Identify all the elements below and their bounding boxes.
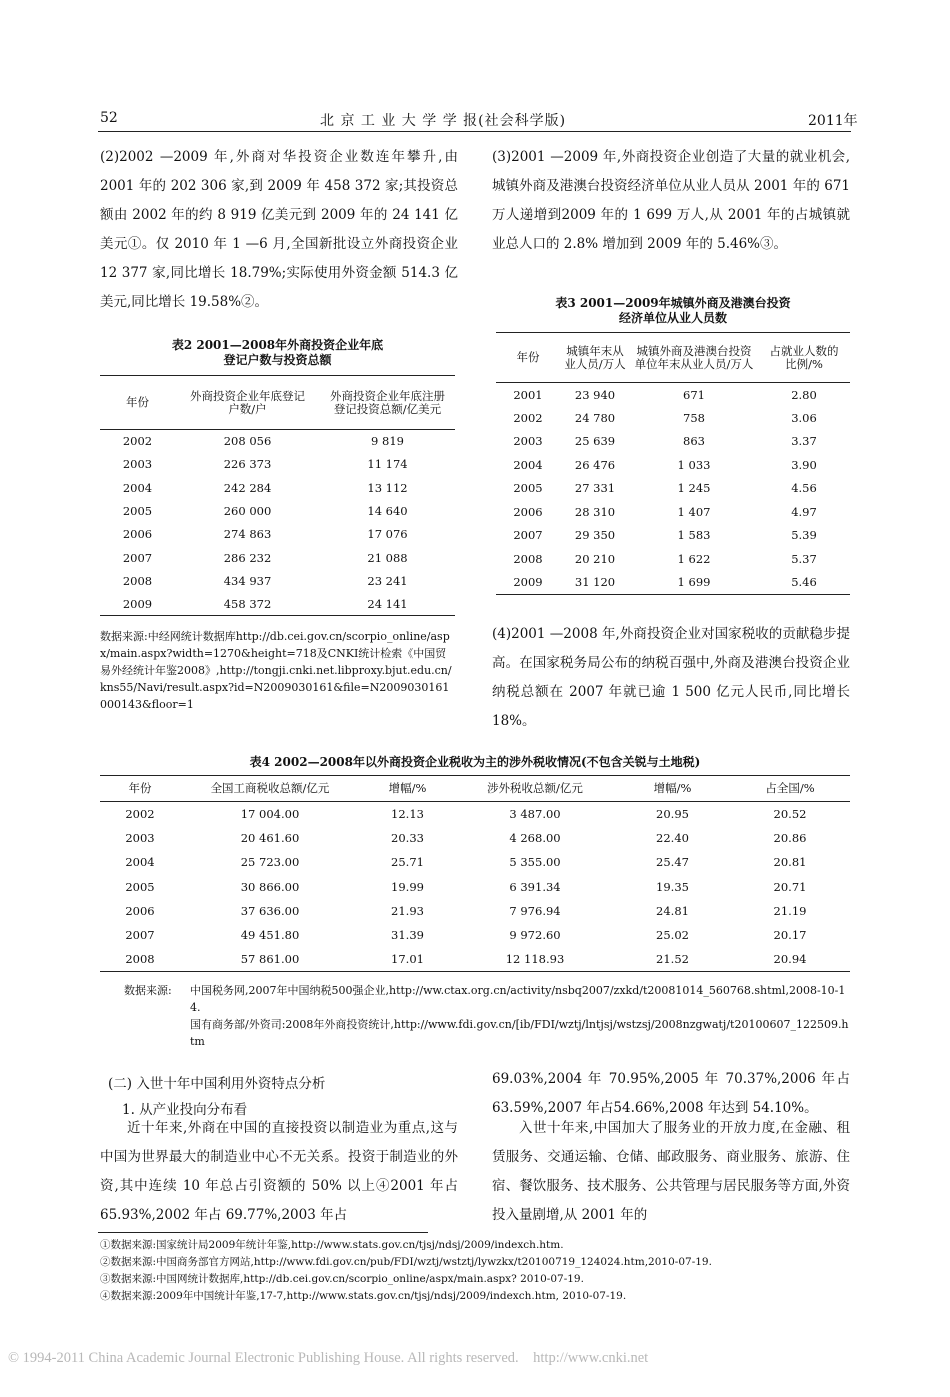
table4-body [100,802,850,972]
table3-header-ratio: 占就业人数的比例/% [758,333,850,383]
table-row [100,923,850,947]
table-row [100,453,455,476]
table-cell: 758 [683,410,705,425]
table2 [100,375,455,616]
table-cell: 9 819 [371,434,404,449]
table-cell: 11 174 [367,457,408,472]
footnote-2: ②数据来源:中国商务部官方网站,http://www.fdi.gov.cn/pub/FDI/wztj/wstztj/lywzkx/t20100719_124024.htm,2010-07-19. [100,1256,712,1268]
table-cell: 22.40 [656,830,689,845]
footnote-1: ①数据来源:国家统计局2009年统计年鉴,http://www.stats.gov.cn/tjsj/ndsj/2009/indexch.htm. [100,1239,564,1251]
table-cell: 434 937 [223,573,272,588]
table-cell: 4.97 [791,504,817,519]
table-cell: 21.19 [773,903,807,918]
table-cell: 24.81 [656,903,689,918]
table2-caption-1: 表2 2001—2008年外商投资企业年底 [171,338,384,352]
table-cell: 20.52 [773,806,807,821]
table-row [496,500,850,524]
table-cell: 12.13 [391,806,424,821]
table-cell: 13 112 [367,480,408,495]
paragraph-investment-growth: (2)2002 —2009 年,外商对华投资企业数连年攀升,由 2001 年的 202 306 家,到 2009 年 458 372 家;其投资总额由 2002 年的约 8 919 亿美元到 2009 年的 24 141 亿美元①。仅 2010 年 1 —6 月,全国新批设立外商投资企业 12 377 家,同比增长 18.79%;实际使用外资金额 514.3 亿美元,同比增长 19.58%②。 [100,149,458,310]
table-row [100,899,850,923]
footnote-3: ③数据来源:中国网统计数据库,http://db.cei.gov.cn/scorpio_online/aspx/main.aspx? 2010-07-19. [100,1273,584,1285]
table4-caption: 表4 2002—2008年以外商投资企业税收为主的涉外税收情况(不包含关锐与土地税) [249,755,701,769]
table-cell: 1 245 [677,481,711,496]
table-row [100,546,455,569]
table-cell: 17 076 [367,527,408,542]
table-cell: 208 056 [223,434,272,449]
table-cell: 23 940 [574,387,616,402]
table-cell: 25.02 [656,928,689,943]
table4-source-2: 国有商务部/外资司:2008年外商投资统计,http://www.fdi.gov.cn/[ib/FDI/wztj/lntjsj/wstzsj/2008nzgwatj/t20100607_122509.htm [190,1018,849,1049]
table-cell: 226 373 [223,457,272,472]
footnote-4: ④数据来源:2009年中国统计年鉴,17-7,http://www.stats.gov.cn/tjsj/ndsj/2009/indexch.htm, 2010-07-19. [100,1290,627,1302]
paragraph-services: 入世十年来,中国加大了服务业的开放力度,在金融、租赁服务、交通运输、仓储、邮政服务、商业服务、旅游、住宿、餐饮服务、技术服务、公共管理与居民服务等方面,外资投入量剧增,从 2001 年的 [492,1120,850,1223]
paragraph-manufacturing: 近十年来,外商在中国的直接投资以制造业为重点,这与中国为世界最大的制造业中心不无关系。投资于制造业的外资,其中连续 10 年总占引资额的 50% 以上④2001 年占 65.93%,2002 年占 69.77%,2003 年占 [100,1120,458,1223]
table3-caption-1: 表3 2001—2009年城镇外商及港澳台投资 [555,296,791,310]
table-cell: 25 723.00 [240,855,300,870]
table-cell: 2008 [122,573,153,588]
table-cell: 5.37 [791,551,817,566]
table-cell: 2006 [513,504,543,519]
table-cell: 57 861.00 [240,952,300,967]
table2-source: 数据来源:中经网统计数据库http://db.cei.gov.cn/scorpio_online/aspx/main.aspx?width=1270&height=718及CNKI统计检索《中国贸易外经统计年鉴2008》,http://tongji.cnki.net.libproxy.bjut.edu.cn/kns55/Navi/result.aspx?id=N2009030161&file=N2009030161000143&floor=1 [100,630,452,712]
table-row [496,524,850,548]
table-row [100,499,455,522]
table-cell: 23 241 [367,573,408,588]
table-cell: 2002 [513,410,543,425]
table4-header-national: 全国工商税收总额/亿元 [180,776,360,802]
table-cell: 17.01 [391,952,424,967]
table-cell: 286 232 [223,550,272,565]
table-cell: 27 331 [574,481,616,496]
table3-header-urban: 城镇年末从业人员/万人 [560,333,630,383]
table-cell: 19.99 [391,879,424,894]
table-cell: 2005 [125,879,155,894]
table-cell: 25.71 [391,855,424,870]
table4-source [100,982,850,1050]
table-cell: 2007 [122,550,153,565]
table-cell: 3 487.00 [509,806,561,821]
table-cell: 2008 [513,551,543,566]
table4-header-growth2: 增幅/% [615,776,730,802]
table3-block [496,296,850,595]
table-cell: 21.93 [391,903,424,918]
journal-title: 北 京 工 业 大 学 学 报(社会科学版) [320,113,567,129]
table-cell: 1 622 [677,551,711,566]
table-cell: 2004 [125,855,155,870]
table-cell: 2002 [122,434,153,449]
table4 [100,775,850,972]
table-cell: 671 [683,387,705,402]
table-cell: 37 636.00 [240,903,300,918]
table-cell: 2007 [513,528,543,543]
table-cell: 6 391.34 [509,879,561,894]
table-cell: 20 461.60 [240,830,300,845]
table-row [496,453,850,477]
table-cell: 274 863 [223,527,272,542]
table-cell: 7 976.94 [509,903,561,918]
table-cell: 242 284 [223,480,272,495]
table-cell: 14 640 [367,504,408,519]
table-cell: 5.46 [791,575,817,589]
table2-header-year: 年份 [100,376,175,430]
table-cell: 31 120 [574,575,616,589]
table-cell: 2009 [513,575,543,589]
table-cell: 20.17 [773,928,807,943]
table-cell: 4.56 [791,481,817,496]
table-row [100,593,455,616]
table-cell: 2005 [122,504,153,519]
subheading-industry: 1. 从产业投向分布看 [122,1102,248,1118]
table2-header-count: 外商投资企业年底登记户数/户 [175,376,320,430]
table-cell: 2003 [122,457,153,472]
table4-source-1: 中国税务网,2007年中国纳税500强企业,http://ww.ctax.org.cn/activity/nsbq2007/zxkd/t20081014_560768.shtml,2008-10-14. [190,984,846,1015]
issue-year: 2011年 [808,113,858,129]
table-cell: 25 639 [574,434,616,449]
footnote-rule [98,1232,428,1233]
table2-body [100,430,455,616]
copyright-footer: © 1994-2011 China Academic Journal Electronic Publishing House. All rights reserved. http://www.cnki.net [8,1350,649,1366]
table-row [100,826,850,850]
footnotes [100,1237,850,1305]
table-cell: 4 268.00 [509,830,561,845]
table-cell: 3.90 [791,457,817,472]
table-cell: 20.94 [773,952,807,967]
table-cell: 17 004.00 [240,806,300,821]
table-cell: 2005 [513,481,543,496]
table2-header-total: 外商投资企业年底注册登记投资总额/亿美元 [320,376,455,430]
table-cell: 260 000 [223,504,272,519]
table-cell: 2002 [125,806,155,821]
table-row [100,850,850,874]
table-cell: 9 972.60 [509,928,561,943]
table2-block [100,338,455,713]
table-cell: 3.37 [791,434,817,449]
table-row [496,406,850,430]
table-cell: 5 355.00 [509,855,561,870]
table3-header-foreign: 城镇外商及港澳台投资单位年末从业人员/万人 [630,333,758,383]
table-cell: 2003 [125,830,155,845]
table-cell: 2001 [513,387,543,402]
table4-header-foreign: 涉外税收总额/亿元 [455,776,615,802]
table4-header-growth1: 增幅/% [360,776,455,802]
table-cell: 2003 [513,434,543,449]
table3-caption-2: 经济单位从业人员数 [618,311,727,325]
table-row [496,383,850,407]
table-row [100,430,455,453]
table4-header-year: 年份 [100,776,180,802]
table-cell: 21.52 [656,952,689,967]
table-cell: 24 141 [367,596,408,611]
table-row [496,477,850,501]
table-cell: 2007 [125,928,155,943]
table-cell: 5.39 [791,528,817,543]
table-row [496,547,850,571]
table-cell: 2004 [513,457,543,472]
table-cell: 31.39 [391,928,424,943]
table-row [100,802,850,826]
table-cell: 1 699 [677,575,711,589]
table-cell: 28 310 [574,504,616,519]
paragraph-tax: (4)2001 —2008 年,外商投资企业对国家税收的贡献稳步提高。在国家税务局公布的纳税百强中,外商及港澳台投资企业纳税总额在 2007 年就已逾 1 500 亿元人民币,同比增长 18%。 [492,626,850,729]
table-cell: 19.35 [656,879,689,894]
section-heading: (二) 入世十年中国利用外资特点分析 [108,1076,326,1092]
table-cell: 21 088 [367,550,408,565]
table-cell: 2006 [125,903,155,918]
table3-body [496,383,850,595]
table-cell: 20 210 [574,551,616,566]
table-cell: 20.81 [773,855,807,870]
table-cell: 458 372 [223,596,272,611]
table-cell: 2009 [122,596,153,611]
table4-block [100,755,850,1050]
table-row [100,874,850,898]
table-cell: 20.71 [773,879,807,894]
table-row [100,476,455,499]
table-cell: 3.06 [791,410,817,425]
table-cell: 30 866.00 [240,879,300,894]
table4-source-label: 数据来源: [124,984,172,998]
table-cell: 2008 [125,952,155,967]
paragraph-manufacturing-cont: 69.03%,2004 年 70.95%,2005 年 70.37%,2006 年占 63.59%,2007 年占54.66%,2008 年达到 54.10%。 [492,1071,850,1116]
table3 [496,332,850,595]
table-cell: 20.86 [773,830,807,845]
table-cell: 20.33 [391,830,424,845]
table-row [100,947,850,971]
table-cell: 29 350 [574,528,616,543]
table-row [496,430,850,454]
table-cell: 863 [683,434,705,449]
table4-header-share: 占全国/% [730,776,850,802]
table-row [100,523,455,546]
table-cell: 12 118.93 [505,952,565,967]
table-cell: 2.80 [791,387,817,402]
table-cell: 1 407 [677,504,711,519]
table-cell: 1 033 [677,457,711,472]
table-row [496,571,850,595]
page-number: 52 [100,110,118,126]
paragraph-employment: (3)2001 —2009 年,外商投资企业创造了大量的就业机会,城镇外商及港澳台投资经济单位从业人员从 2001 年的 671 万人递增到2009 年的 1 699 万人,从 2001 年的占城镇就业总人口的 2.8% 增加到 2009 年的 5.46%③。 [492,149,850,252]
table-row [100,569,455,592]
table2-caption-2: 登记户数与投资总额 [223,353,332,367]
table-cell: 26 476 [574,457,616,472]
table-cell: 49 451.80 [240,928,300,943]
table-cell: 1 583 [677,528,711,543]
table3-header-year: 年份 [496,333,560,383]
header-rule [98,131,851,132]
table-cell: 2004 [122,480,153,495]
table-cell: 25.47 [656,855,689,870]
table-cell: 2006 [122,527,153,542]
table-cell: 24 780 [574,410,616,425]
table-cell: 20.95 [656,806,689,821]
